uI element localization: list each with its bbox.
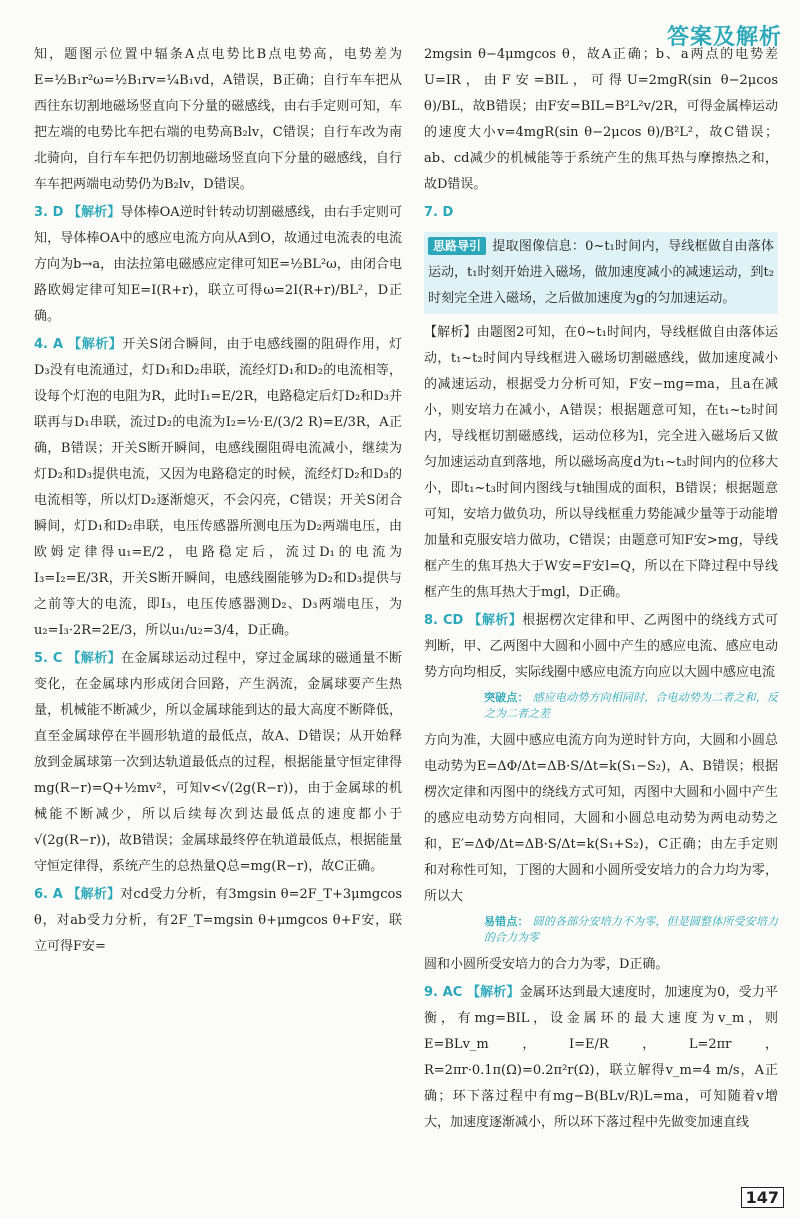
page-number: 147: [741, 1187, 784, 1208]
analysis-tag: 【解析】: [67, 887, 121, 902]
question-number: 4. A: [34, 337, 69, 352]
margin-note-label: 突破点：: [484, 691, 529, 704]
question-number: 5. C: [34, 651, 68, 666]
thinking-guide: [424, 232, 778, 314]
analysis-tag: 【解析】: [68, 205, 121, 220]
margin-note-text: 圆的各部分安培力不为零，但是圆整体所受安培力的合力为零: [484, 915, 778, 944]
analysis-tag: 【解析】: [68, 337, 123, 352]
analysis-tag: 【解析】: [466, 985, 520, 1000]
question-number: 8. CD: [424, 613, 469, 628]
question-answer: [424, 608, 778, 686]
right-column: [424, 42, 778, 1136]
paragraph: [424, 320, 778, 606]
answer-text: 在金属球运动过程中，穿过金属球的磁通量不断变化，在金属球内形成闭合回路，产生涡流，金属球要产生热量，机械能不断减少，所以金属球能到达的最大高度不断降低，直至金属球停在半圆形轨道的最低点，故A、D错误；从开始释放到金属球第一次到达轨道最低点的过程，根据能量守恒定律得mg(R−r)=Q+½mv²，可知v<√(2g(R−r))，由于金属球的机械能不断减少，所以后续每次到达最低点的速度都小于√(2g(R−r))，故B错误；金属球最终停在轨道最低点，根据能量守恒定律得，系统产生的总热量Q总=mg(R−r)，故C正确。: [34, 651, 402, 874]
analysis-tag: 【解析】: [67, 651, 121, 666]
question-answer: [34, 882, 402, 960]
paragraph: [424, 42, 778, 198]
question-number: 3. D: [34, 205, 68, 220]
analysis-tag: 【解析】: [468, 613, 523, 628]
paragraph: [34, 42, 402, 198]
paragraph: [424, 728, 778, 910]
paragraph-text: 圆和小圆所受安培力的合力为零，D正确。: [424, 957, 669, 972]
paragraph: [424, 952, 778, 978]
question-answer: [34, 332, 402, 644]
answer-text: 导体棒OA逆时针转动切割磁感线，由右手定则可知，导体棒OA中的感应电流方向从A到O，故通过电流表的电流方向为b→a，由法拉第电磁感应定律可知E=½BL²ω，由闭合电路欧姆定律可知E=I(R+r)，联立可得ω=2I(R+r)/BL²，D正确。: [34, 205, 402, 324]
paragraph-text: 方向为准，大圆中感应电流方向为逆时针方向，大圆和小圆总电动势为E=ΔΦ/Δt=ΔB·S/Δt=k(S₁−S₂)，A、B错误；根据楞次定律和丙图中的绕线方式可知，丙图中大圆和小圆中产生的感应电动势方向相同，大圆和小圆总电动势为两电动势之和，E′=ΔΦ/Δt=ΔB·S/Δt=k(S₁+S₂)，C正确；由左手定则和对称性可知，丁图的大圆和小圆所受安培力的合力均为零，所以大: [424, 733, 778, 904]
answer-text: 开关S闭合瞬间，由于电感线圈的阻碍作用，灯D₃没有电流通过，灯D₁和D₂串联，流经灯D₁和D₂的电流相等，设每个灯泡的电阻为R，此时I₁=E/2R，电路稳定后灯D₂和D₃并联再与D₁串联，流过D₂的电流为I₂=½·E/(3/2 R)=E/3R，A正确，B错误；开关S断开瞬间，电感线圈阻碍电流减小，继续为灯D₂和D₃提供电流，又因为电路稳定的时候，流经灯D₂和D₃的电流相等，所以灯D₂逐渐熄灭，不会闪亮，C错误；开关S闭合瞬间，灯D₁和D₂串联，电压传感器所测电压为D₂两端电压，由欧姆定律得u₁=E/2，电路稳定后，流过D₁的电流为I₃=I₂=E/3R，开关S断开瞬间，电感线圈能够为D₂和D₃提供与之前等大的电流，即I₃，电压传感器测D₂、D₃两端电压，为u₂=I₃·2R=2E/3，所以u₁/u₂=3/4，D正确。: [34, 337, 402, 638]
answer-text: 金属环达到最大速度时，加速度为0，受力平衡，有mg=BIL，设金属环的最大速度为v_m，则E=BLv_m，I=E/R，L=2πr，R=2πr·0.1π(Ω)=0.2π²r(Ω)，联立解得v_m=4 m/s，A正确；环下落过程中有mg−B(BLv/R)L=ma，可知随着v增大，加速度逐渐减小，所以环下落过程中先做变加速直线: [424, 985, 778, 1130]
question-number: 6. A: [34, 887, 68, 902]
question-answer: [424, 200, 778, 226]
page-header-title: 答案及解析: [666, 25, 782, 50]
question-number: 7. D: [424, 205, 454, 220]
margin-note: [484, 690, 778, 722]
thinking-guide-tag: 思路导引: [428, 237, 486, 255]
margin-note: [484, 914, 778, 946]
answer-text: 根据楞次定律和甲、乙两图中的绕线方式可判断，甲、乙两图中大圆和小圆中产生的感应电流、感应电动势方向均相反，实际线圈中感应电流方向应以大圆中感应电流: [424, 613, 778, 680]
margin-note-label: 易错点：: [484, 915, 529, 928]
paragraph-text: 【解析】由题图2可知，在0~t₁时间内，导线框做自由落体运动，t₁~t₂时间内导线框进入磁场切割磁感线，做加速度减小的减速运动，根据受力分析可知，F安−mg=ma，且a在减小，则安培力在减小，A错误；根据题意可知，在t₁~t₂时间内，导线框切割磁感线，运动位移为l，完全进入磁场后又做匀加速运动直到落地，所以磁场高度d为t₁~t₃时间内的位移大小，即t₁~t₃时间内图线与t轴围成的面积，B错误；根据题意可知，安培力做负功，所以导线框重力势能减少量等于动能增加量和克服安培力做功，C错误；由题意可知F安>mg，导线框产生的焦耳热大于W安=F安l=Q，所以在下降过程中导线框产生的焦耳热大于mgl，D正确。: [424, 325, 778, 600]
question-number: 9. AC: [424, 985, 467, 1000]
answer-text: 对cd受力分析，有3mgsin θ=2F_T+3μmgcos θ，对ab受力分析，有2F_T=mgsin θ+μmgcos θ+F安，联立可得F安=: [34, 887, 402, 954]
question-answer: [34, 200, 402, 330]
left-column: [34, 42, 402, 960]
question-answer: [424, 980, 778, 1136]
thinking-guide-text: 提取图像信息：0~t₁时间内，导线框做自由落体运动，t₁时刻开始进入磁场，做加速度减小的减速运动，到t₂时刻完全进入磁场，之后做加速度为g的匀加速运动。: [428, 239, 774, 306]
paragraph-text: 2mgsin θ−4μmgcos θ，故A正确；b、a两点的电势差U=IR，由F安=BIL，可得U=2mgR(sin θ−2μcos θ)/BL，故B错误；由F安=BIL=B²L²v/2R，可得金属棒运动的速度大小v=4mgR(sin θ−2μcos θ)/B²L²，故C错误；ab、cd减少的机械能等于系统产生的焦耳热与摩擦热之和，故D错误。: [424, 47, 778, 192]
question-answer: [34, 646, 402, 880]
paragraph-text: 知，题图示位置中辐条A点电势比B点电势高，电势差为E=½B₁r²ω=½B₁rv=¼B₁vd，A错误，B正确；自行车车把从西往东切割地磁场竖直向下分量的磁感线，由右手定则可知，车把左端的电势比车把右端的电势高B₂lv，C错误；自行车改为南北骑向，自行车车把仍切割地磁场竖直向下分量的磁感线，自行车车把两端电动势仍为B₂lv，D错误。: [34, 47, 402, 192]
margin-note-text: 感应电动势方向相同时，合电动势为二者之和，反之为二者之差: [484, 691, 778, 720]
